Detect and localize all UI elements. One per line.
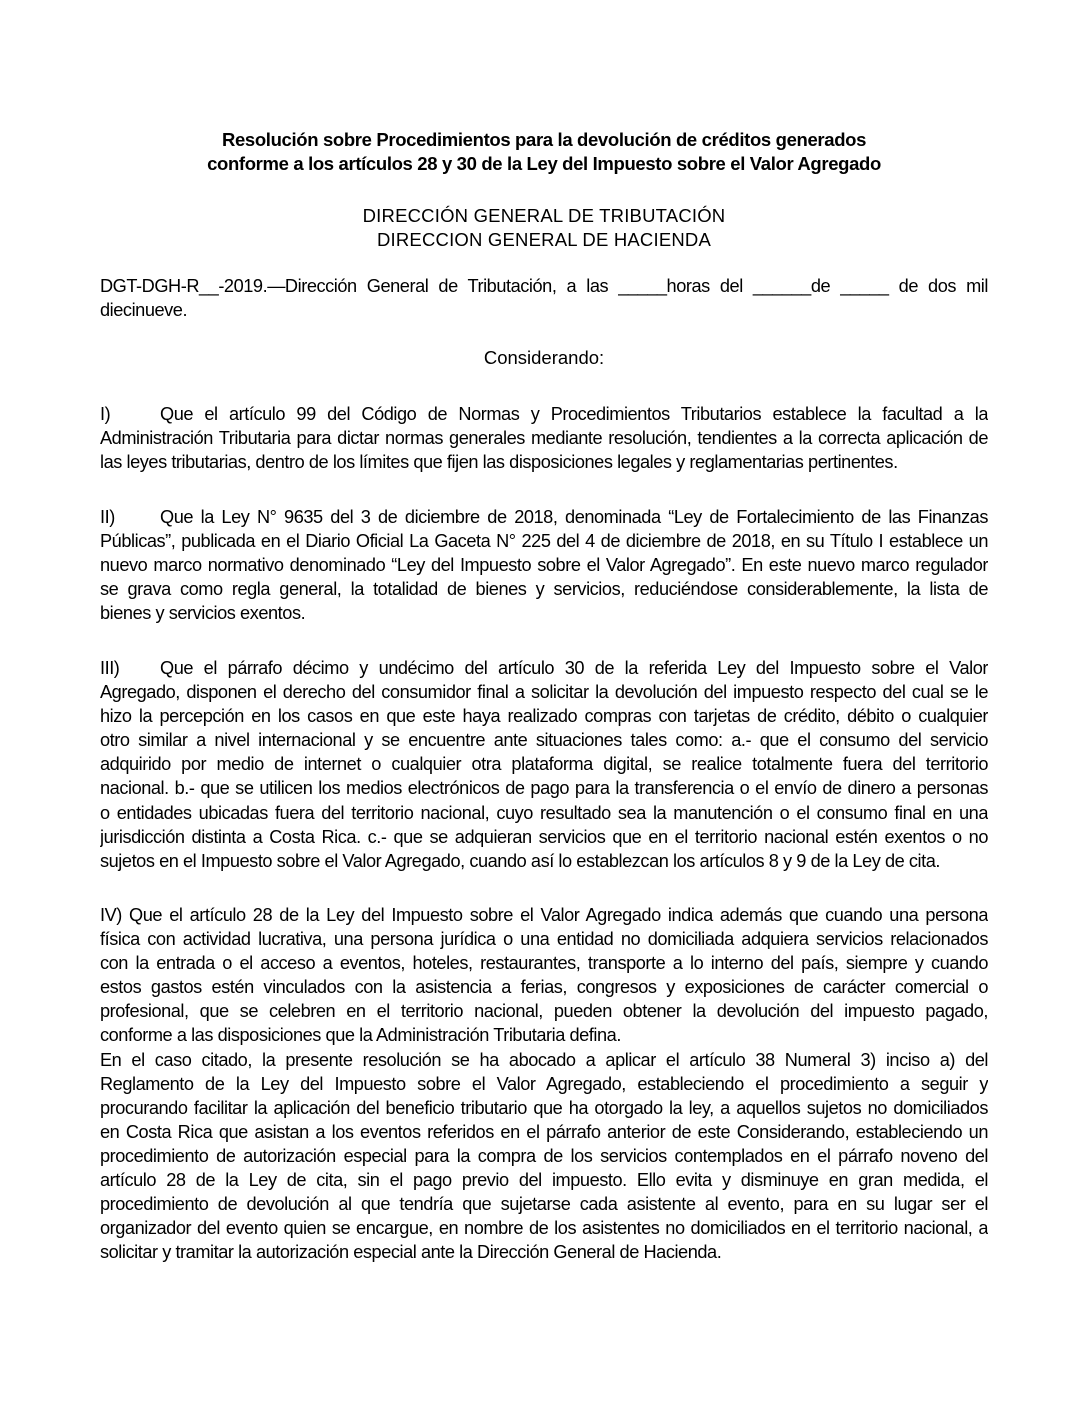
office-line-2: DIRECCION GENERAL DE HACIENDA xyxy=(376,229,712,250)
section-line: profesional, que se celebren en el territorio nacional, pueden obtener la devolución del impuesto pagado, xyxy=(100,1001,988,1022)
section-line: hizo la percepción en los casos en que este haya realizado compras con tarjetas de crédito, débito o cualquier xyxy=(100,706,988,727)
section-line: o entidades ubicadas fuera del territorio nacional, cuyo resultado sea la manutención o el consumo final en una xyxy=(100,802,988,823)
section-line: en Costa Rica que asistan a los eventos referidos en el párrafo anterior de este Considerando, estableciendo un xyxy=(100,1121,988,1142)
office-line-1: DIRECCIÓN GENERAL DE TRIBUTACIÓN xyxy=(362,205,726,226)
title-line-1: Resolución sobre Procedimientos para la devolución de créditos generados xyxy=(221,129,867,150)
section-line: En el caso citado, la presente resolución se ha abocado a aplicar el artículo 38 Numeral 3) inciso a) del xyxy=(100,1049,988,1070)
section-line: organizador del evento quien se encargue, en nombre de los asistentes no domiciliados en el territorio nacional, a xyxy=(100,1218,988,1239)
section-line: procurando facilitar la aplicación del beneficio tributario que ha otorgado la ley, a aquellos sujetos no domiciliados xyxy=(100,1097,988,1118)
section-line: las leyes tributarias, dentro de los límites que fijen las disposiciones legales y reglamentarias pertinentes. xyxy=(100,452,898,473)
issuing-offices xyxy=(100,204,988,252)
section-line: con la entrada o el acceso a eventos, hoteles, restaurantes, transporte a lo interno del país, siempre y cuando xyxy=(100,953,988,974)
section-line: otro similar a nivel internacional y se encuentre ante situaciones tales como: a.- que el consumo del servicio xyxy=(100,730,988,751)
section-line: jurisdicción distinta a Costa Rica. c.- que se adquieran servicios que en el territorio nacional estén exentos o no xyxy=(100,826,988,847)
section-line: I) Que el artículo 99 del Código de Normas y Procedimientos Tributarios establece la facultad a la xyxy=(100,402,988,426)
section-line: II) Que la Ley N° 9635 del 3 de diciembre de 2018, denominada “Ley de Fortalecimiento de las Finanzas xyxy=(100,505,988,529)
section-line: procedimiento de devolución al que tendría que sujetarse cada asistente al evento, para en su lugar ser el xyxy=(100,1194,988,1215)
section-line: se grava como regla general, la totalidad de bienes y servicios, reduciéndose considerablemente, la lista de xyxy=(100,579,988,600)
section-iv xyxy=(100,903,988,1264)
intro-line-2: diecinueve. xyxy=(100,300,188,321)
section-line: estos gastos estén vinculados con la asistencia a ferias, congresos y exposiciones de carácter comercial o xyxy=(100,977,988,998)
section-line: bienes y servicios exentos. xyxy=(100,603,306,624)
section-line: solicitar y tramitar la autorización especial ante la Dirección General de Hacienda. xyxy=(100,1242,722,1263)
section-line: III) Que el párrafo décimo y undécimo del artículo 30 de la referida Ley del Impuesto sobre el Valor xyxy=(100,656,988,680)
title-line-2: conforme a los artículos 28 y 30 de la Ley del Impuesto sobre el Valor Agregado xyxy=(207,153,881,174)
section-numeral: I) xyxy=(100,404,111,424)
section-line: física con actividad lucrativa, una persona jurídica o una entidad no domiciliada adquiera servicios relacionados xyxy=(100,929,988,950)
section-line: procedimiento de autorización especial para la compra de los servicios contemplados en el párrafo noveno del xyxy=(100,1145,988,1166)
section-iii xyxy=(100,656,988,873)
section-numeral: IV) xyxy=(100,905,122,925)
section-line: nacional. b.- que se utilicen los medios electrónicos de pago para la transferencia o el envío de dinero a personas xyxy=(100,778,988,799)
section-line: conforme a las disposiciones que la Administración Tributaria defina. xyxy=(100,1025,621,1046)
resolution-title xyxy=(100,128,988,176)
section-line: Agregado, disponen el derecho del consumidor final a solicitar la devolución del impuesto respecto del cual se le xyxy=(100,682,988,703)
section-line: nuevo marco normativo denominado “Ley del Impuesto sobre el Valor Agregado”. En este nuevo marco regulador xyxy=(100,555,988,576)
intro-paragraph xyxy=(100,274,988,322)
section-line: IV) Que el artículo 28 de la Ley del Impuesto sobre el Valor Agregado indica además que cuando una persona xyxy=(100,905,988,925)
section-line: artículo 28 de la Ley de cita, sin el pago previo del impuesto. Ello evita y disminuye en gran medida, el xyxy=(100,1170,988,1191)
section-line: Administración Tributaria para dictar normas generales mediante resolución, tendientes a la correcta aplicación de xyxy=(100,428,988,449)
section-line: Públicas”, publicada en el Diario Oficial La Gaceta N° 225 del 4 de diciembre de 2018, en su Título I establece un xyxy=(100,531,988,552)
section-line: Reglamento de la Ley del Impuesto sobre el Valor Agregado, estableciendo el procedimiento a seguir y xyxy=(100,1073,988,1094)
considering-heading: Considerando: xyxy=(483,347,605,368)
section-line: sujetos en el Impuesto sobre el Valor Agregado, cuando así lo establezcan los artículos 8 y 9 de la Ley de cita. xyxy=(100,850,940,871)
section-numeral: III) xyxy=(100,658,120,678)
section-line: adquirido por medio de internet o cualquier otra plataforma digital, se realice totalmente fuera del territorio xyxy=(100,754,988,775)
section-numeral: II) xyxy=(100,507,115,527)
section-ii xyxy=(100,505,988,625)
intro-line-1: DGT-DGH-R__-2019.—Dirección General de Tributación, a las _____horas del ______de _____ de dos mil xyxy=(100,276,988,296)
section-i xyxy=(100,402,988,474)
